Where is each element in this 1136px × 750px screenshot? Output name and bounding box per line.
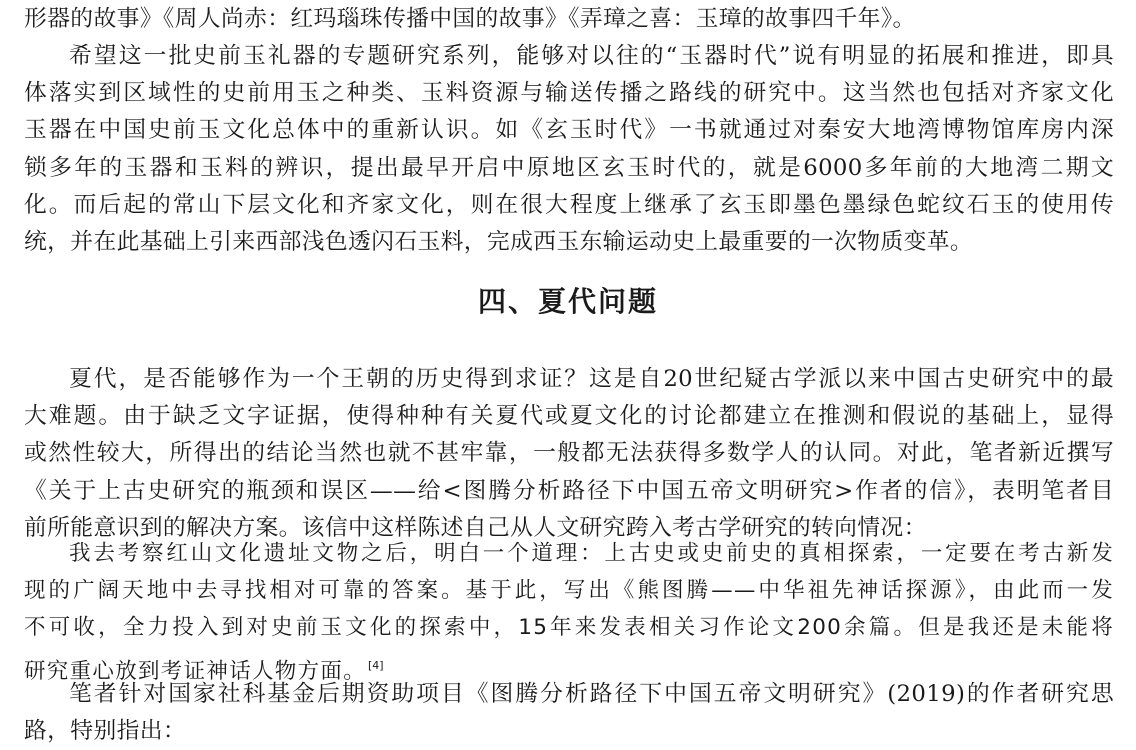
text-line: 玉器在中国史前玉文化总体中的重新认识。如《玄玉时代》一书就通过对秦安大地湾博物馆库房内深 [24,117,1114,144]
paragraph-jade-research [24,38,1114,261]
section-heading: 四、夏代问题 [477,285,658,318]
quote-line: 现的广阔天地中去寻找相对可靠的答案。基于此，写出《熊图腾——中华祖先神话探源》，由此而一发 [24,578,1114,604]
text-line: 锁多年的玉器和玉料的辨识，提出最早开启中原地区玄玉时代的，就是6000多年前的大地湾二期文 [24,154,1114,181]
block-quote [24,535,1114,690]
text-line: 路，特别指出： [24,718,187,745]
paragraph-continuation [24,1,1114,38]
paragraph-author-note [24,676,1114,750]
citation-marker[interactable]: [4] [368,658,384,672]
text-line: 夏代，是否能够作为一个王朝的历史得到求证？这是自20世纪疑古学派以来中国古史研究中的最 [69,366,1114,392]
paragraph-xia-dynasty [24,361,1114,547]
text-line: 笔者针对国家社科基金后期资助项目《图腾分析路径下中国五帝文明研究》(2019)的作者研究思 [69,681,1114,707]
text-line: 统，并在此基础上引来西部浅色透闪石玉料，完成西玉东输运动史上最重要的一次物质变革。 [24,229,974,256]
text-line: 大难题。由于缺乏文字证据，使得种种有关夏代或夏文化的讨论都建立在推测和假说的基础上，显得 [24,403,1114,430]
text-line: 形器的故事》《周人尚赤：红玛瑙珠传播中国的故事》《弄璋之喜：玉璋的故事四千年》。 [24,6,916,32]
text-line: 体落实到区域性的史前用玉之种类、玉料资源与输送传播之路线的研究中。这当然也包括对齐家文化 [24,80,1114,107]
text-line: 前所能意识到的解决方案。该信中这样陈述自己从人文研究跨入考古学研究的转向情况： [24,514,927,541]
quote-line: 我去考察红山文化遗址文物之后，明白一个道理：上古史或史前史的真相探索，一定要在考古新发 [69,541,1114,566]
quote-line: 不可收，全力投入到对史前玉文化的探索中，15年来发表相关习作论文200余篇。但是我还是未能将 [24,615,1114,641]
text-line: 希望这一批史前玉礼器的专题研究系列，能够对以往的“玉器时代”说有明显的拓展和推进，即具 [69,43,1114,69]
text-line: 或然性较大，所得出的结论当然也就不甚牢靠，一般都无法获得多数学人的认同。对此，笔者新近撰写 [24,440,1114,467]
text-line: 化。而后起的常山下层文化和齐家文化，则在很大程度上继承了玄玉即墨色墨绿色蛇纹石玉的使用传 [24,191,1114,218]
text-line: 《关于上古史研究的瓶颈和误区——给<图腾分析路径下中国五帝文明研究>作者的信》，表明笔者目 [24,477,1114,504]
quote-text: 研究重心放到考证神话人物方面。 [24,658,367,684]
